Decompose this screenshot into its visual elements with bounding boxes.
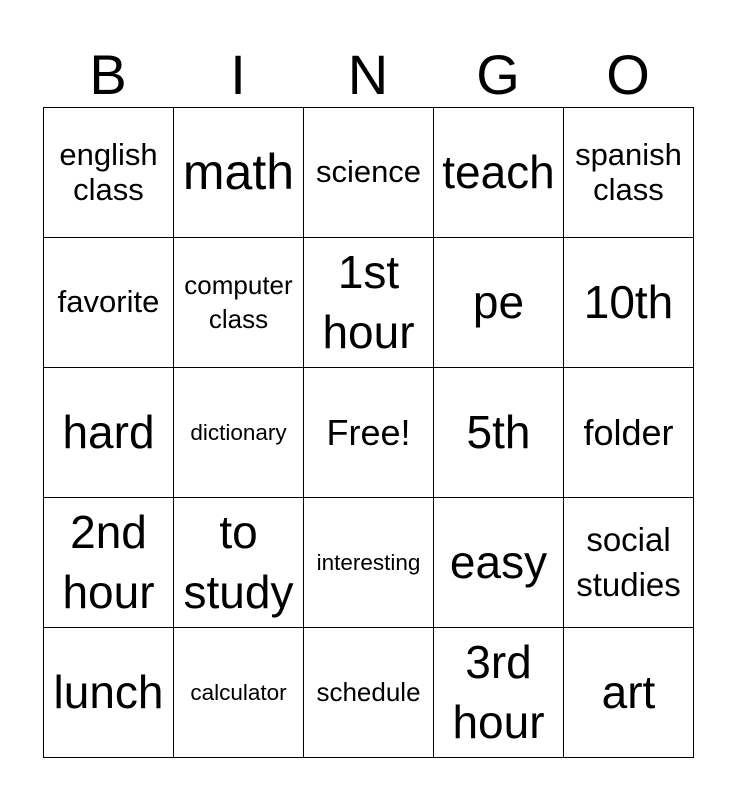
bingo-cell-r5-c4[interactable] xyxy=(434,628,564,758)
cell-text: 3rd hour xyxy=(452,635,545,748)
cell-text: 1st hour xyxy=(322,245,415,358)
bingo-cell-r5-c2[interactable] xyxy=(174,628,304,758)
bingo-cell-r1-c4[interactable] xyxy=(434,108,564,238)
bingo-cell-r3-c1[interactable] xyxy=(44,368,174,498)
header-letter-n: N xyxy=(347,43,389,106)
bingo-cell-r2-c4[interactable] xyxy=(434,238,564,368)
bingo-cell-r2-c2[interactable] xyxy=(174,238,304,368)
bingo-cell-r2-c3[interactable] xyxy=(304,238,434,368)
header-letter-b: B xyxy=(89,43,127,106)
cell-text: favorite xyxy=(57,284,160,320)
bingo-cell-r5-c1[interactable] xyxy=(44,628,174,758)
cell-text: computer class xyxy=(184,269,293,334)
bingo-cell-r4-c3[interactable] xyxy=(304,498,434,628)
bingo-cell-r3-c5[interactable] xyxy=(564,368,694,498)
bingo-cell-r3-c2[interactable] xyxy=(174,368,304,498)
cell-text: 2nd hour xyxy=(62,505,155,618)
bingo-cell-r4-c5[interactable] xyxy=(564,498,694,628)
cell-text: art xyxy=(601,665,656,718)
cell-text: spanish class xyxy=(575,136,682,207)
cell-text: schedule xyxy=(316,676,421,707)
cell-text: science xyxy=(315,154,422,190)
cell-text: folder xyxy=(583,411,674,453)
cell-text: to study xyxy=(183,505,294,618)
bingo-cell-r4-c2[interactable] xyxy=(174,498,304,628)
cell-text: lunch xyxy=(53,665,164,718)
cell-text: Free! xyxy=(326,411,411,453)
cell-text: social studies xyxy=(576,520,681,603)
bingo-cell-r1-c1[interactable] xyxy=(44,108,174,238)
cell-text: dictionary xyxy=(190,419,287,445)
bingo-cell-r4-c1[interactable] xyxy=(44,498,174,628)
bingo-board xyxy=(43,107,694,758)
bingo-cell-r2-c1[interactable] xyxy=(44,238,174,368)
cell-text: interesting xyxy=(316,549,421,575)
bingo-cell-r5-c3[interactable] xyxy=(304,628,434,758)
bingo-cell-r1-c3[interactable] xyxy=(304,108,434,238)
bingo-cell-r1-c5[interactable] xyxy=(564,108,694,238)
cell-text: calculator xyxy=(190,679,287,705)
bingo-cell-r3-c3[interactable] xyxy=(304,368,434,498)
cell-text: english class xyxy=(59,136,158,207)
bingo-header xyxy=(43,44,693,106)
cell-text: 5th xyxy=(466,405,531,458)
bingo-cell-r5-c5[interactable] xyxy=(564,628,694,758)
bingo-cell-r2-c5[interactable] xyxy=(564,238,694,368)
cell-text: pe xyxy=(472,275,525,328)
header-letter-i: I xyxy=(230,43,246,106)
bingo-cell-r1-c2[interactable] xyxy=(174,108,304,238)
cell-text: hard xyxy=(62,405,155,458)
cell-text: 10th xyxy=(583,275,674,328)
header-letter-g: G xyxy=(476,43,520,106)
header-letter-o: O xyxy=(606,43,650,106)
bingo-cell-r3-c4[interactable] xyxy=(434,368,564,498)
bingo-cell-r4-c4[interactable] xyxy=(434,498,564,628)
cell-text: teach xyxy=(442,145,555,198)
cell-text: math xyxy=(182,144,295,201)
cell-text: easy xyxy=(449,535,548,588)
